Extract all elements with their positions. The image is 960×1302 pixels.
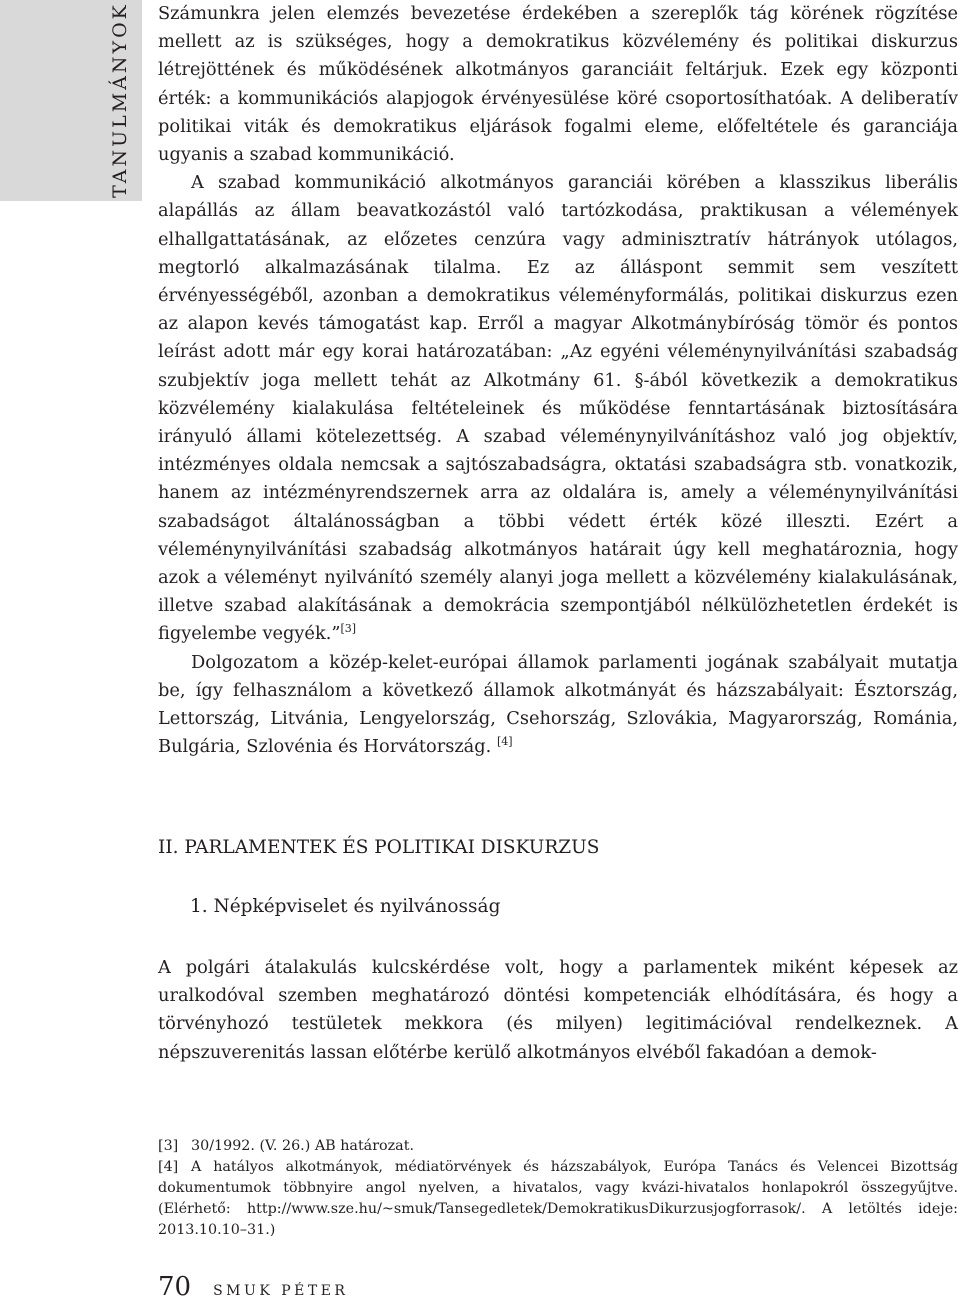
paragraph-free-communication-text: A szabad kommunikáció alkotmányos garanciái körében a klasszikus liberális alapállás az állam beavatkozástól való tartózkodása, praktikusan a vélemények elhallgattatásának, az előzetes cenzúra vagy adminisztratív hátrányok utólagos, megtorló alkalmazásának tilalma. Ez az álláspont semmit sem veszített érvényességéből, azonban a demokratikus véleményformálás, politikai diskurzus ezen az alapon kevés támogatást kap. Erről a magyar Alkotmánybíróság tömör és pontos leírást adott már egy korai határozatában: „Az egyéni véleménynyilvánítási szabadság szubjektív joga mellett tehát az Alkotmány 61. §-ából következik a demokratikus közvélemény kialakulása feltételeinek és működése fenntartásának biztosítására irányuló állami kötelezettség. A szabad véleménynyilvánításhoz való jog objektív, intézményes oldala nemcsak a sajtószabadságra, oktatási szabadságra stb. vonatkozik, hanem az intézményrendszernek arra az oldalára is, amely a véleménynyilvánítási szabadságot általánosságban a többi védett érték közé illeszti. Ezért a véleménynyilvánítási szabadság alkotmányos határait úgy kell meghatároznia, hogy azok a véleményt nyilvánító személy alanyi joga mellett a közvélemény kialakulásának, illetve szabad alakításának a demokrácia szempontjából nélkülözhetetlen érdekét is figyelembe vegyék.” bbox=[158, 172, 958, 645]
side-tab-label: TANULMÁNYOK bbox=[109, 2, 131, 198]
footnotes bbox=[158, 1136, 958, 1241]
paragraph-intro: Számunkra jelen elemzés bevezetése érdekében a szereplők tág körének rögzítése mellett az is szükséges, hogy a demokratikus közvélemény és politikai diskurzus létrejöttének és működésének alkotmányos garanciáit feltárjuk. Ezek egy központi érték: a kommunikációs alapjogok érvényesülése köré csoportosíthatóak. A deliberatív politikai viták és demokratikus eljárások fogalmi eleme, előfeltétele és garanciája ugyanis a szabad kommunikáció. bbox=[158, 3, 958, 166]
section-heading: II. PARLAMENTEK ÉS POLITIKAI DISKURZUS bbox=[158, 837, 600, 858]
footnote-number: [3] bbox=[158, 1138, 179, 1154]
page-number: 70 bbox=[158, 1272, 192, 1302]
paragraph-sources bbox=[158, 649, 958, 762]
footnote-3 bbox=[158, 1136, 958, 1157]
page-footer bbox=[158, 1272, 348, 1302]
footnote-4 bbox=[158, 1157, 958, 1241]
body-text bbox=[158, 0, 958, 761]
paragraph-free-communication bbox=[158, 169, 958, 648]
paragraph-sources-text: Dolgozatom a közép-kelet-európai államok parlamenti jogának szabályait mutatja be, így felhasználom a következő államok alkotmányát és házszabályait: Észtország, Lettország, Litvánia, Lengyelország, Csehország, Szlovákia, Magyarország, Románia, Bulgária, Szlovénia és Horvátország. bbox=[158, 651, 958, 758]
footnote-text: 30/1992. (V. 26.) AB határozat. bbox=[191, 1138, 414, 1154]
paragraph-representation: A polgári átalakulás kulcskérdése volt, hogy a parlamentek miként képesek az uralkodóval szemben meghatározó döntési kompetenciák elhódítására, és hogy a törvényhozó testületek mekkora (és milyen) legitimációval rendelkeznek. A népszuverenitás lassan előtérbe kerülő alkotmányos elvéből fakadóan a demok- bbox=[158, 957, 958, 1063]
section-side-tab bbox=[0, 0, 142, 201]
footnote-ref-3[interactable]: [3] bbox=[340, 622, 357, 636]
section-body-text bbox=[158, 954, 958, 1067]
footnote-number: [4] bbox=[158, 1159, 179, 1175]
author-name: SMUK PÉTER bbox=[213, 1283, 349, 1299]
footnote-text: A hatályos alkotmányok, médiatörvények és házszabályok, Európa Tanács és Velencei Bizottság dokumentumok többnyire angol nyelven, a hivatalos, vagy kvázi-hivatalos honlapokról összegyűjtve. (Elérhető: http://www.sze.hu/~smuk/Tansegedletek/DemokratikusDikurzusjogforrasok/. A letöltés ideje: 2013.10.10–31.) bbox=[158, 1159, 958, 1238]
subsection-heading: 1. Népképviselet és nyilvánosság bbox=[190, 896, 501, 917]
footnote-ref-4[interactable]: [4] bbox=[496, 735, 513, 749]
